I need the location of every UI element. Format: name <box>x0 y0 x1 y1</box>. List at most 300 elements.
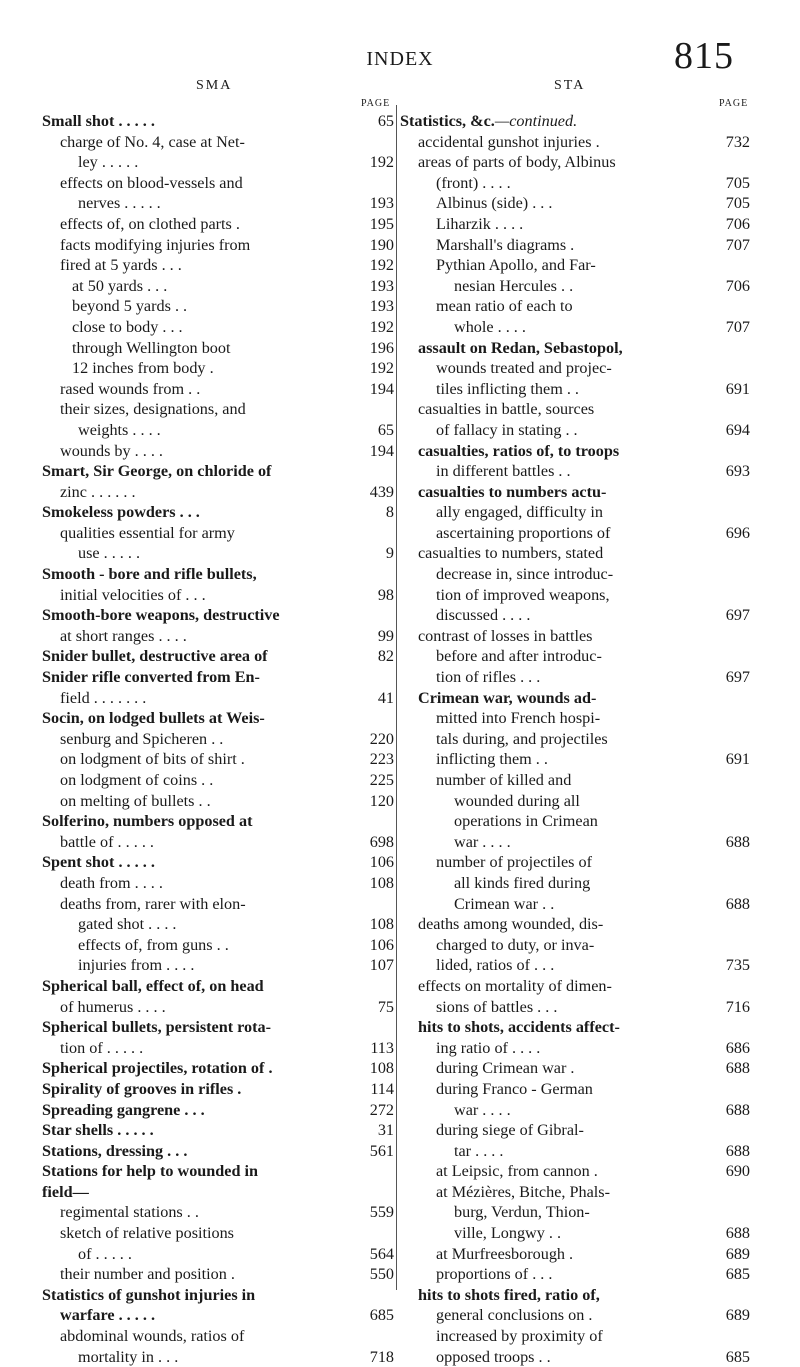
entry-text: deaths among wounded, dis- <box>418 915 604 934</box>
index-entry-line <box>400 441 750 462</box>
index-entry-line <box>400 935 750 956</box>
entry-text: regimental stations . . <box>60 1203 199 1222</box>
index-entry-line <box>400 502 750 523</box>
index-entry-line <box>400 296 750 317</box>
index-entry-line <box>42 1120 394 1141</box>
entry-text: effects on mortality of dimen- <box>418 976 612 995</box>
entry-text: beyond 5 yards . . <box>72 297 188 316</box>
index-entry-line <box>42 811 394 832</box>
index-entry-line <box>42 955 394 976</box>
entry-text: tals during, and projectiles <box>436 729 608 748</box>
index-entry-line <box>400 317 750 338</box>
entry-page-number: 113 <box>370 1038 394 1057</box>
entry-text: accidental gunshot injuries . <box>418 132 600 151</box>
index-entry-line <box>42 1058 394 1079</box>
index-entry-line <box>400 770 750 791</box>
entry-text: casualties to numbers actu- <box>418 482 607 501</box>
index-entry-line <box>42 646 394 667</box>
index-entry-line <box>400 791 750 812</box>
entry-text: injuries from . . . . <box>78 956 195 975</box>
index-entry-line <box>400 1141 750 1162</box>
page-header <box>0 35 800 90</box>
entry-text: of fallacy in stating . . <box>436 420 578 439</box>
index-entry-line <box>42 214 394 235</box>
entry-page-number: 107 <box>369 956 394 975</box>
index-entry-line <box>400 1305 750 1326</box>
index-entry-line <box>42 379 394 400</box>
index-entry-line <box>400 1326 750 1347</box>
index-entry-line <box>400 1202 750 1223</box>
entry-page-number: 192 <box>369 153 394 172</box>
entry-text: areas of parts of body, Albinus <box>418 153 616 172</box>
left-column-heading: SMA <box>196 78 233 93</box>
entry-text: zinc . . . . . . <box>60 482 136 501</box>
entry-text: burg, Verdun, Thion- <box>454 1203 590 1222</box>
entry-text: their sizes, designations, and <box>60 400 246 419</box>
entry-page-number: 561 <box>369 1141 394 1160</box>
entry-text: general conclusions on . <box>436 1306 593 1325</box>
index-entry-line <box>400 255 750 276</box>
entry-text: assault on Redan, Sebastopol, <box>418 338 623 357</box>
entry-text: Smart, Sir George, on chloride of <box>42 462 272 481</box>
entry-text: Stations, dressing . . . <box>42 1141 188 1160</box>
index-entry-line <box>42 502 394 523</box>
index-entry-line <box>400 214 750 235</box>
index-entry-line <box>42 997 394 1018</box>
entry-text: effects on blood-vessels and <box>60 173 243 192</box>
index-entry-line <box>42 317 394 338</box>
entry-text: mitted into French hospi- <box>436 709 601 728</box>
index-entry-line <box>400 1017 750 1038</box>
index-entry-line <box>400 832 750 853</box>
entry-text: ascertaining proportions of <box>436 523 611 542</box>
entry-text: hits to shots, accidents affect- <box>418 1018 620 1037</box>
index-entry-line <box>42 914 394 935</box>
entry-text: Smooth - bore and rifle bullets, <box>42 565 257 584</box>
entry-page-number: 65 <box>377 420 394 439</box>
entry-page-number: 688 <box>725 1059 750 1078</box>
entry-page-number: 688 <box>725 1141 750 1160</box>
entry-text: use . . . . . <box>78 544 141 563</box>
entry-text: 12 inches from body . <box>72 359 214 378</box>
entry-page-number: 439 <box>369 482 394 501</box>
entry-page-number: 196 <box>369 338 394 357</box>
index-entry-line <box>400 1285 750 1306</box>
index-entry-line <box>400 358 750 379</box>
index-entry-line <box>400 811 750 832</box>
entry-page-number: 108 <box>369 915 394 934</box>
entry-page-number: 223 <box>369 750 394 769</box>
entry-page-number: 120 <box>369 791 394 810</box>
entry-page-number: 99 <box>377 626 394 645</box>
entry-page-number: 707 <box>725 317 750 336</box>
entry-text: their number and position . <box>60 1265 235 1284</box>
entry-page-number: 190 <box>369 235 394 254</box>
left-page-label: PAGE <box>361 98 391 109</box>
entry-text: on lodgment of coins . . <box>60 771 214 789</box>
entry-text: warfare . . . . . <box>60 1306 155 1325</box>
index-entry-line <box>42 1038 394 1059</box>
entry-text: in different battles . . <box>436 462 571 481</box>
page-number: 815 <box>674 35 734 77</box>
index-entry-line <box>42 255 394 276</box>
entry-text: Marshall's diagrams . <box>436 235 575 254</box>
entry-text: whole . . . . <box>454 317 526 336</box>
index-entry-line <box>42 461 394 482</box>
index-entry-line <box>42 626 394 647</box>
entry-text: ally engaged, difficulty in <box>436 503 603 522</box>
entry-page-number: 707 <box>725 235 750 254</box>
index-entry-line <box>400 1100 750 1121</box>
index-entry-line <box>400 1264 750 1285</box>
entry-text: initial velocities of . . . <box>60 585 206 604</box>
index-entry-line <box>42 688 394 709</box>
index-entry-line <box>400 1058 750 1079</box>
entry-page-number: 697 <box>725 668 750 687</box>
entry-page-number: 689 <box>725 1306 750 1325</box>
index-entry-line <box>400 1038 750 1059</box>
entry-page-number: 691 <box>725 379 750 398</box>
index-entry-line <box>42 1347 394 1367</box>
entry-page-number: 194 <box>369 379 394 398</box>
entry-text: Pythian Apollo, and Far- <box>436 256 596 275</box>
entry-text: Spherical bullets, persistent rota- <box>42 1018 272 1037</box>
index-entry-line <box>42 399 394 420</box>
index-entry-line <box>400 1347 750 1367</box>
entry-page-number: 192 <box>369 256 394 275</box>
entry-page-number: 705 <box>725 173 750 192</box>
entry-text: Snider rifle converted from En- <box>42 668 260 687</box>
index-entry-line <box>400 461 750 482</box>
index-entry-line <box>42 976 394 997</box>
entry-text: ing ratio of . . . . <box>436 1038 541 1057</box>
entry-page-number: 686 <box>725 1038 750 1057</box>
entry-text: Smokeless powders . . . <box>42 503 200 522</box>
entry-text: Spent shot . . . . . <box>42 853 155 872</box>
index-entry-line <box>400 543 750 564</box>
entry-text: Socin, on lodged bullets at Weis- <box>42 709 265 728</box>
index-entry-line <box>42 193 394 214</box>
entry-page-number: 31 <box>377 1121 394 1140</box>
entry-page-number: 82 <box>377 647 394 666</box>
entry-text: at Murfreesborough . <box>436 1244 574 1263</box>
entry-text: Spirality of grooves in rifles . <box>42 1079 242 1098</box>
entry-page-number: 550 <box>369 1265 394 1284</box>
index-entry-line <box>42 111 394 132</box>
entry-text: decrease in, since introduc- <box>436 565 614 584</box>
entry-text: number of killed and <box>436 771 572 789</box>
continued-heading-italic: —continued. <box>494 112 578 130</box>
entry-text: Snider bullet, destructive area of <box>42 647 268 666</box>
entry-page-number: 106 <box>369 935 394 954</box>
index-entry-line <box>42 1285 394 1306</box>
entry-text: ley . . . . . <box>78 153 139 172</box>
entry-text: gated shot . . . . <box>78 915 177 934</box>
index-entry-line <box>400 626 750 647</box>
entry-text: casualties to numbers, stated <box>418 544 604 563</box>
index-entry-line <box>42 482 394 503</box>
entry-text: weights . . . . <box>78 420 161 439</box>
index-entry-line <box>400 1223 750 1244</box>
entry-page-number: 193 <box>369 276 394 295</box>
entry-page-number: 718 <box>369 1347 394 1366</box>
entry-text: charge of No. 4, case at Net- <box>60 132 245 151</box>
index-entry-line <box>42 1182 394 1203</box>
index-entry-line <box>400 873 750 894</box>
index-entry-line <box>42 749 394 770</box>
index-entry-line <box>400 482 750 503</box>
index-entry-line <box>400 585 750 606</box>
entry-text: fired at 5 yards . . . <box>60 256 182 275</box>
entry-text: wounds treated and projec- <box>436 359 612 378</box>
index-entry-line <box>400 1161 750 1182</box>
index-entry-line <box>400 729 750 750</box>
entry-text: Spherical projectiles, rotation of . <box>42 1059 273 1078</box>
continued-heading-bold: Statistics, &c. <box>400 112 495 130</box>
right-index-column <box>400 111 750 1367</box>
entry-page-number: 194 <box>369 441 394 460</box>
entry-text: deaths from, rarer with elon- <box>60 894 246 913</box>
entry-text: tar . . . . <box>454 1141 504 1160</box>
entry-text: number of projectiles of <box>436 853 592 872</box>
entry-page-number: 716 <box>725 997 750 1016</box>
entry-page-number: 220 <box>369 729 394 748</box>
entry-text: lided, ratios of . . . <box>436 956 555 975</box>
entry-text: before and after introduc- <box>436 647 602 666</box>
entry-text: contrast of losses in battles <box>418 626 593 645</box>
index-entry-line <box>42 564 394 585</box>
entry-page-number: 108 <box>369 873 394 892</box>
index-entry-line <box>42 667 394 688</box>
entry-page-number: 225 <box>369 771 394 789</box>
index-entry-line <box>400 338 750 359</box>
index-entry-line <box>42 1223 394 1244</box>
index-entry-line <box>400 235 750 256</box>
continued-heading <box>400 111 750 132</box>
index-entry-line <box>42 338 394 359</box>
right-page-label: PAGE <box>719 98 749 109</box>
entry-text: tion of rifles . . . <box>436 668 541 687</box>
entry-text: field— <box>42 1182 89 1201</box>
entry-text: during Franco - German <box>436 1079 593 1098</box>
index-entry-line <box>400 399 750 420</box>
index-entry-line <box>400 193 750 214</box>
entry-text: during Crimean war . <box>436 1059 575 1078</box>
index-entry-line <box>42 1017 394 1038</box>
index-entry-line <box>400 564 750 585</box>
index-entry-line <box>42 708 394 729</box>
entry-text: senburg and Spicheren . . <box>60 729 224 748</box>
entry-text: Small shot . . . . . <box>42 112 155 130</box>
index-entry-line <box>42 1244 394 1265</box>
entry-page-number: 685 <box>725 1265 750 1284</box>
entry-text: effects of, from guns . . <box>78 935 229 954</box>
entry-text: Liharzik . . . . <box>436 214 524 233</box>
entry-page-number: 735 <box>725 956 750 975</box>
entry-page-number: 195 <box>369 214 394 233</box>
index-entry-line <box>400 688 750 709</box>
index-entry-line <box>400 420 750 441</box>
left-index-column <box>42 111 394 1367</box>
entry-text: during siege of Gibral- <box>436 1121 584 1140</box>
entry-text: (front) . . . . <box>436 173 511 192</box>
entry-text: Solferino, numbers opposed at <box>42 812 253 831</box>
entry-text: opposed troops . . <box>436 1347 551 1366</box>
index-entry-line <box>400 1079 750 1100</box>
entry-text: Smooth-bore weapons, destructive <box>42 606 280 625</box>
entry-text: wounded during all <box>454 791 580 810</box>
entry-text: mean ratio of each to <box>436 297 573 316</box>
entry-page-number: 559 <box>369 1203 394 1222</box>
entry-page-number: 688 <box>725 894 750 913</box>
index-entry-line <box>42 894 394 915</box>
entry-text: nesian Hercules . . <box>454 276 574 295</box>
entry-text: of . . . . . <box>78 1244 132 1263</box>
entry-page-number: 690 <box>725 1162 750 1181</box>
index-entry-line <box>400 749 750 770</box>
entry-text: wounds by . . . . <box>60 441 163 460</box>
index-entry-line <box>42 152 394 173</box>
right-column-heading: STA <box>554 78 586 93</box>
entry-text: at Leipsic, from cannon . <box>436 1162 598 1181</box>
entry-text: at short ranges . . . . <box>60 626 187 645</box>
index-entry-line <box>400 894 750 915</box>
index-entry-line <box>400 708 750 729</box>
index-entry-line <box>42 441 394 462</box>
index-entry-line <box>42 173 394 194</box>
entry-page-number: 193 <box>369 194 394 213</box>
entry-text: war . . . . <box>454 1100 511 1119</box>
entry-text: through Wellington boot <box>72 338 231 357</box>
index-entry-line <box>42 935 394 956</box>
entry-text: tiles inflicting them . . <box>436 379 579 398</box>
entry-text: on melting of bullets . . <box>60 791 211 810</box>
entry-page-number: 698 <box>369 832 394 851</box>
index-entry-line <box>400 523 750 544</box>
entry-page-number: 693 <box>725 462 750 481</box>
entry-text: hits to shots fired, ratio of, <box>418 1285 600 1304</box>
entry-text: operations in Crimean <box>454 812 598 831</box>
entry-text: casualties in battle, sources <box>418 400 595 419</box>
entry-page-number: 697 <box>725 606 750 625</box>
entry-text: nerves . . . . . <box>78 194 161 213</box>
index-entry-line <box>42 585 394 606</box>
entry-text: war . . . . <box>454 832 511 851</box>
index-entry-line <box>400 852 750 873</box>
index-entry-line <box>400 132 750 153</box>
entry-text: discussed . . . . <box>436 606 531 625</box>
entry-text: field . . . . . . . <box>60 688 147 707</box>
entry-text: inflicting them . . <box>436 750 548 769</box>
index-entry-line <box>42 770 394 791</box>
index-entry-line <box>400 1120 750 1141</box>
index-entry-line <box>42 296 394 317</box>
entry-page-number: 685 <box>369 1306 394 1325</box>
entry-page-number: 9 <box>385 544 394 563</box>
entry-page-number: 108 <box>369 1059 394 1078</box>
index-entry-line <box>400 997 750 1018</box>
index-entry-line <box>42 1161 394 1182</box>
entry-page-number: 192 <box>369 359 394 378</box>
index-entry-line <box>42 1100 394 1121</box>
entry-text: qualities essential for army <box>60 523 235 542</box>
index-entry-line <box>400 152 750 173</box>
entry-text: Crimean war, wounds ad- <box>418 688 597 707</box>
index-entry-line <box>42 276 394 297</box>
entry-page-number: 688 <box>725 832 750 851</box>
entry-page-number: 706 <box>725 214 750 233</box>
index-entry-line <box>42 1141 394 1162</box>
running-title: INDEX <box>366 48 434 70</box>
entry-text: Spreading gangrene . . . <box>42 1100 205 1119</box>
entry-text: sions of battles . . . <box>436 997 558 1016</box>
index-entry-line <box>400 1244 750 1265</box>
index-entry-line <box>42 873 394 894</box>
entry-text: Stations for help to wounded in <box>42 1162 259 1181</box>
column-divider <box>396 105 397 1290</box>
entry-text: casualties, ratios of, to troops <box>418 441 620 460</box>
entry-text: abdominal wounds, ratios of <box>60 1327 245 1346</box>
entry-page-number: 691 <box>725 750 750 769</box>
index-entry-line <box>42 1079 394 1100</box>
entry-page-number: 192 <box>369 317 394 336</box>
entry-page-number: 688 <box>725 1224 750 1243</box>
index-entry-line <box>42 358 394 379</box>
entry-text: at Mézières, Bitche, Phals- <box>436 1182 610 1201</box>
index-entry-line <box>400 1182 750 1203</box>
index-entry-line <box>42 420 394 441</box>
entry-text: Statistics of gunshot injuries in <box>42 1285 256 1304</box>
entry-page-number: 688 <box>725 1100 750 1119</box>
entry-text: close to body . . . <box>72 317 183 336</box>
entry-page-number: 696 <box>725 523 750 542</box>
index-entry-line <box>42 791 394 812</box>
index-entry-line <box>42 543 394 564</box>
entry-page-number: 694 <box>725 420 750 439</box>
entry-text: proportions of . . . <box>436 1265 553 1284</box>
entry-text: ville, Longwy . . <box>454 1224 562 1243</box>
entry-page-number: 114 <box>370 1079 394 1098</box>
entry-text: Star shells . . . . . <box>42 1121 154 1140</box>
entry-page-number: 98 <box>377 585 394 604</box>
entry-text: facts modifying injuries from <box>60 235 251 254</box>
entry-text: Albinus (side) . . . <box>436 194 553 213</box>
entry-text: of humerus . . . . <box>60 997 166 1016</box>
entry-text: all kinds fired during <box>454 873 591 892</box>
index-entry-line <box>42 1305 394 1326</box>
index-entry-line <box>42 132 394 153</box>
entry-page-number: 106 <box>369 853 394 872</box>
entry-text: sketch of relative positions <box>60 1224 234 1243</box>
index-entry-line <box>42 729 394 750</box>
entry-page-number: 8 <box>385 503 394 522</box>
index-entry-line <box>42 832 394 853</box>
entry-page-number: 564 <box>369 1244 394 1263</box>
index-entry-line <box>400 646 750 667</box>
index-entry-line <box>42 1202 394 1223</box>
index-entry-line <box>42 605 394 626</box>
entry-text: charged to duty, or inva- <box>436 935 595 954</box>
index-entry-line <box>42 523 394 544</box>
entry-text: increased by proximity of <box>436 1327 603 1346</box>
index-entry-line <box>400 914 750 935</box>
entry-page-number: 689 <box>725 1244 750 1263</box>
entry-page-number: 272 <box>369 1100 394 1119</box>
entry-text: rased wounds from . . <box>60 379 201 398</box>
index-entry-line <box>42 1264 394 1285</box>
entry-text: at 50 yards . . . <box>72 276 168 295</box>
entry-text: Spherical ball, effect of, on head <box>42 976 264 995</box>
